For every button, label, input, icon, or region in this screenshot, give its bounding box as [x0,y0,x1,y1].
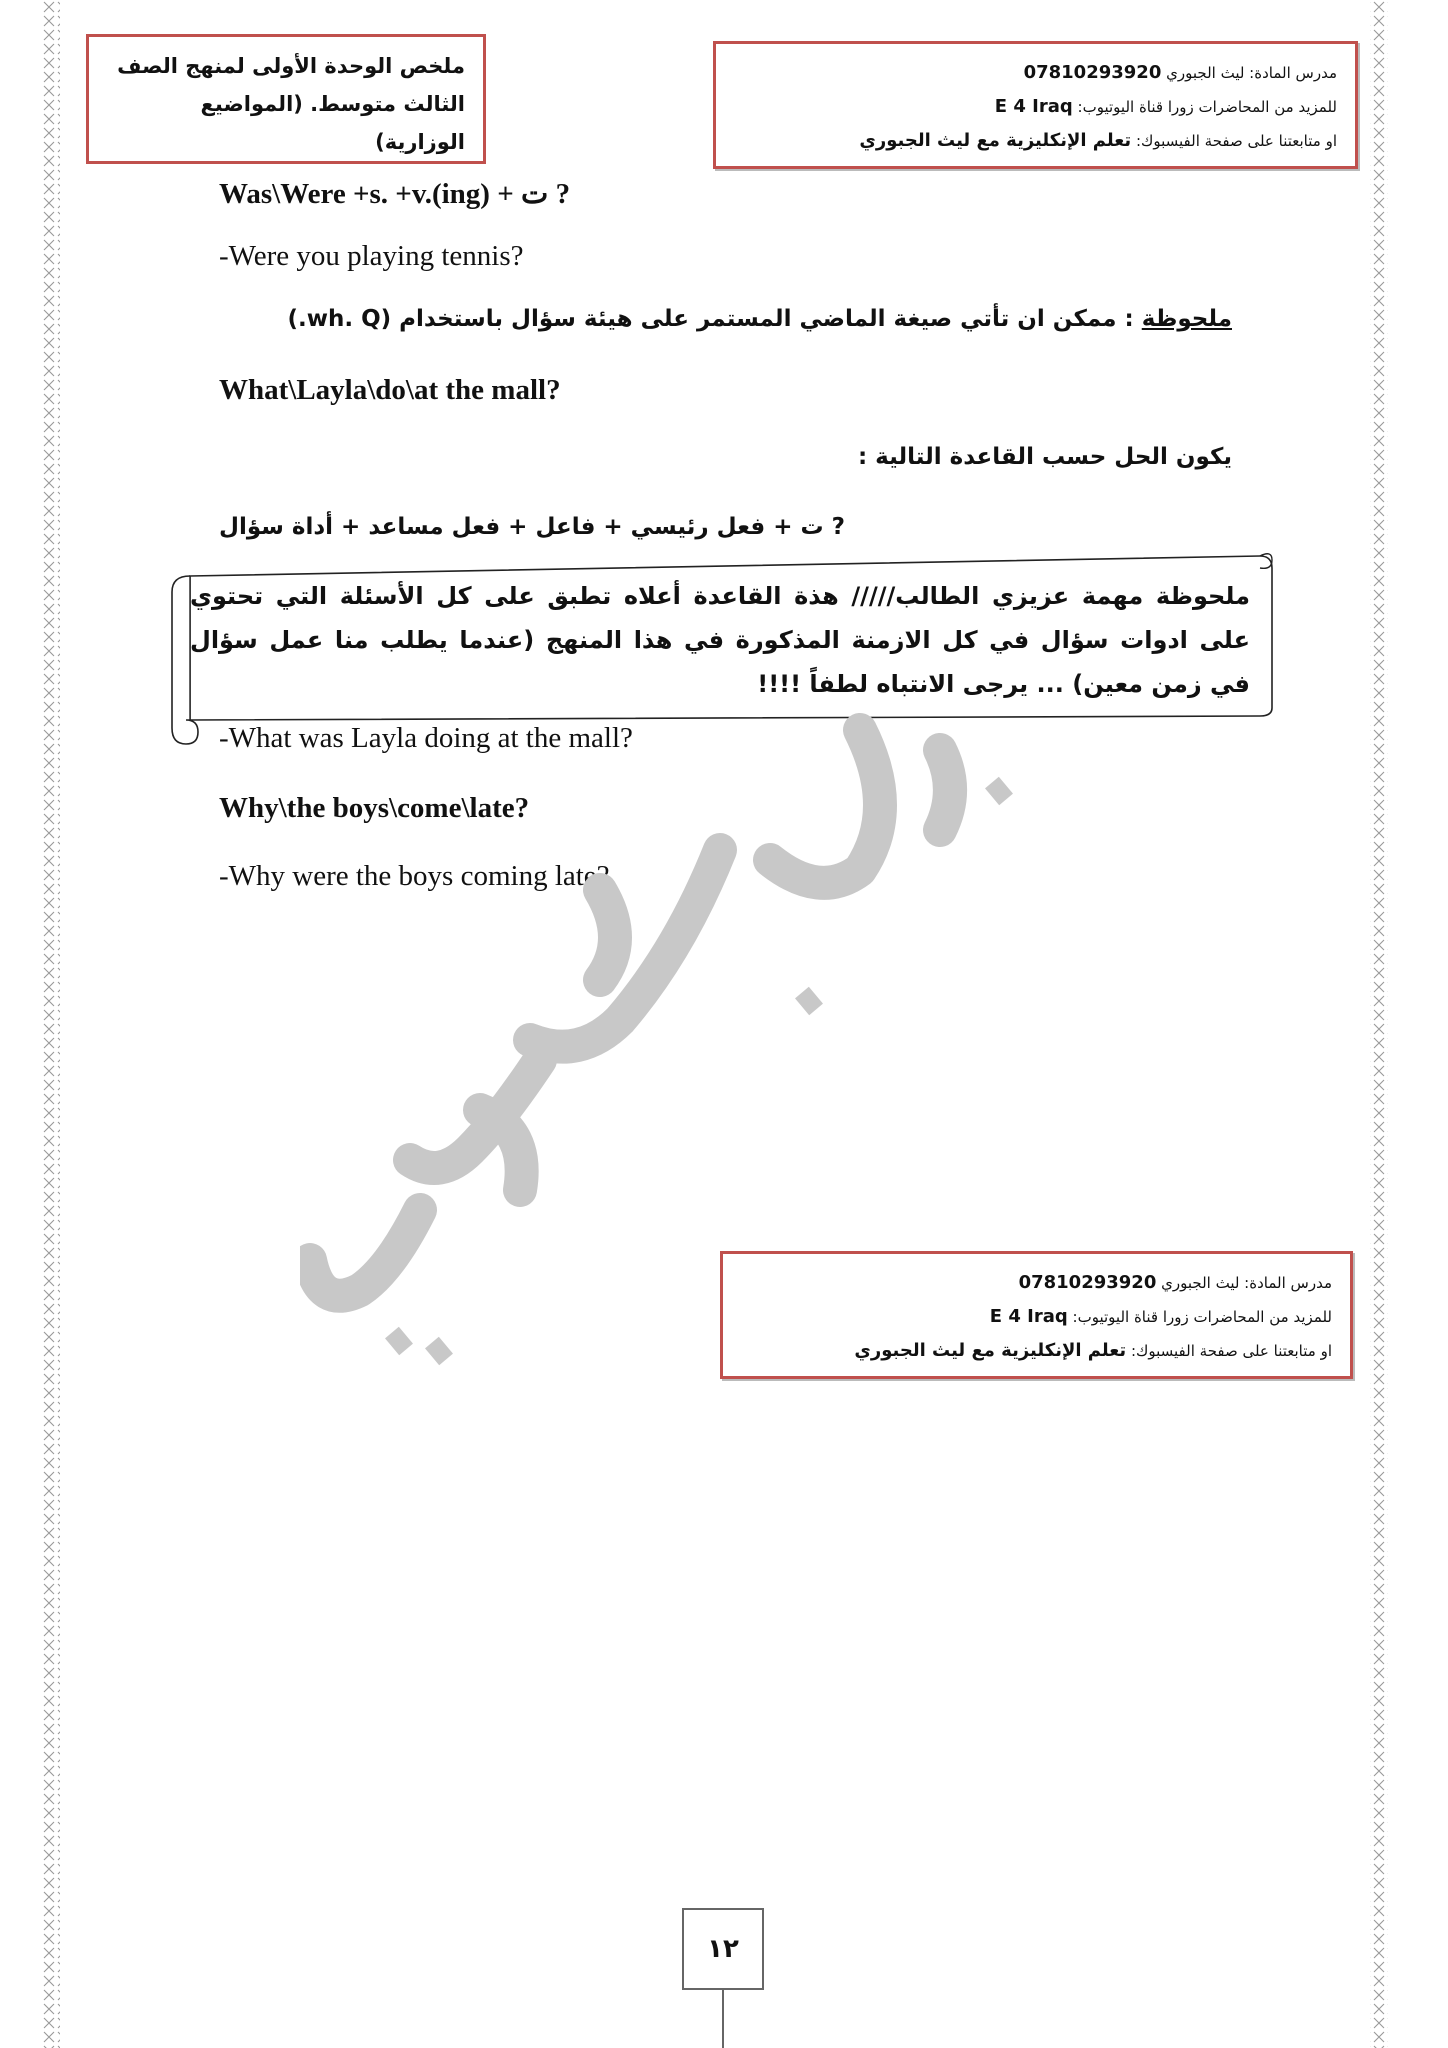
facebook-line-bottom [741,1334,1332,1368]
youtube-label: للمزيد من المحاضرات زورا قناة اليوتيوب: [1077,98,1337,116]
answer-line-2: -Why were the boys coming late? [219,860,610,892]
teacher-line [734,56,1337,90]
facebook-page: تعلم الإنكليزية مع ليث الجبوري [859,130,1132,151]
facebook-line [734,124,1337,158]
summary-title-line2: الثالث متوسط. (المواضيع الوزارية) [200,92,465,154]
teacher-line-bottom [741,1266,1332,1300]
youtube-channel-bottom: E 4 Iraq [989,1306,1068,1327]
example-line-1: -Were you playing tennis? [219,240,524,272]
rule-intro: يكون الحل حسب القاعدة التالية : [857,444,1232,470]
question-line-2: Why\the boys\come\late? [219,792,530,824]
formula-line: Was\Were +s. +v.(ing) + ت ? [219,178,571,210]
note-label: ملحوظة [1141,306,1232,332]
important-note-scroll [160,548,1280,748]
scroll-note-text: ملحوظة مهمة عزيزي الطالب///// هذة القاعدة أعلاه تطبق على كل الأسئلة التي تحتوي على ادوات سؤال في كل الازمنة المذكورة في هذا المنهج (عندما يطلب منا عمل سؤال في زمن معين) ... يرجى الانتباه لطفاً !!!! [190,582,1250,698]
youtube-line [734,90,1337,124]
question-line-1: What\Layla\do\at the mall? [219,374,561,406]
note-text: : ممكن ان تأتي صيغة الماضي المستمر على هيئة سؤال باستخدام (wh. Q.) [287,306,1142,332]
youtube-channel: E 4 Iraq [994,96,1073,117]
summary-title-box [86,34,486,164]
teacher-label: مدرس المادة: ليث الجبوري [1166,64,1337,82]
youtube-label-bottom: للمزيد من المحاضرات زورا قناة اليوتيوب: [1072,1308,1332,1326]
page-number-stem [722,1990,724,2048]
facebook-label-bottom: او متابعتنا على صفحة الفيسبوك: [1130,1342,1332,1360]
note-line [287,306,1232,332]
teacher-label-bottom: مدرس المادة: ليث الجبوري [1161,1274,1332,1292]
contact-box-top [713,41,1358,169]
youtube-line-bottom [741,1300,1332,1334]
teacher-phone-bottom: 07810293920 [1018,1272,1157,1293]
contact-box-bottom [720,1251,1353,1379]
teacher-phone: 07810293920 [1023,62,1162,83]
rule-formula: ? ت + فعل رئيسي + فاعل + فعل مساعد + أداة سؤال [219,514,845,540]
page-number: ١٢ [682,1908,764,1990]
facebook-label: او متابعتنا على صفحة الفيسبوك: [1135,132,1337,150]
summary-title-line1: ملخص الوحدة الأولى لمنهج الصف [117,54,465,78]
answer-line-1: -What was Layla doing at the mall? [219,722,633,754]
facebook-page-bottom: تعلم الإنكليزية مع ليث الجبوري [854,1340,1127,1361]
